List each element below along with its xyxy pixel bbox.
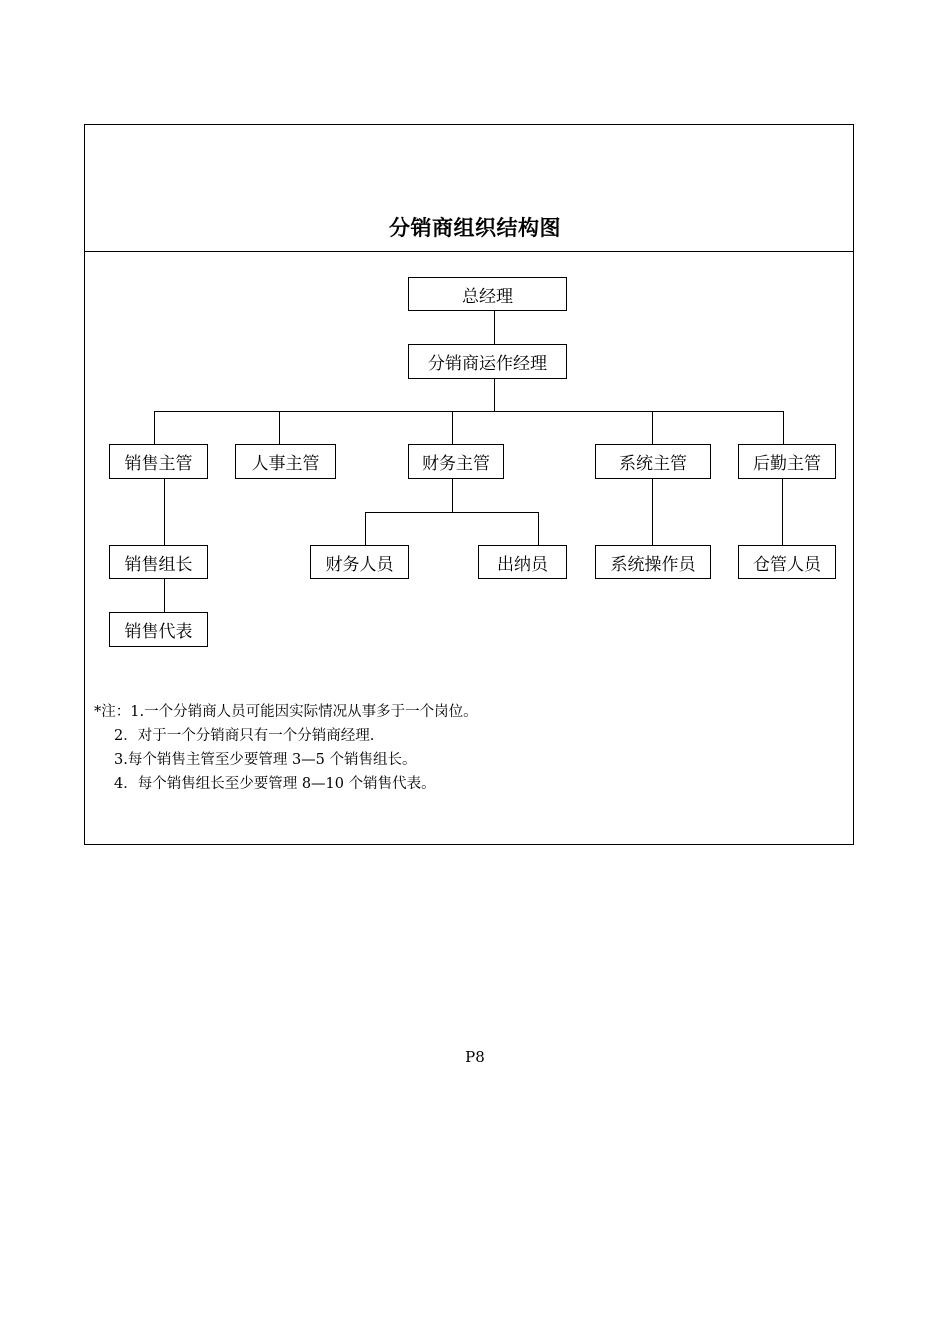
node-sales-team-leader: 销售组长 (109, 545, 208, 579)
page-number: P8 (465, 1048, 485, 1066)
node-system-operator: 系统操作员 (595, 545, 711, 579)
node-sales-supervisor: 销售主管 (109, 444, 208, 479)
node-warehouse-staff: 仓管人员 (738, 545, 836, 579)
notes-section (94, 700, 834, 796)
note-line: 4．每个销售组长至少要管理 8—10 个销售代表。 (114, 776, 436, 792)
node-logistics-supervisor: 后勤主管 (738, 444, 836, 479)
node-finance-supervisor: 财务主管 (408, 444, 504, 479)
node-sales-representative: 销售代表 (109, 612, 208, 647)
node-cashier: 出纳员 (478, 545, 567, 579)
node-general-manager: 总经理 (408, 277, 567, 311)
note-line: 3.每个销售主管至少要管理 3—5 个销售组长。 (114, 752, 417, 768)
note-line: *注：1.一个分销商人员可能因实际情况从事多于一个岗位。 (94, 704, 478, 720)
note-line: 2．对于一个分销商只有一个分销商经理. (114, 728, 375, 744)
node-hr-supervisor: 人事主管 (235, 444, 336, 479)
title-divider (84, 251, 854, 252)
node-operations-manager: 分销商运作经理 (408, 344, 567, 379)
node-system-supervisor: 系统主管 (595, 444, 711, 479)
node-finance-staff: 财务人员 (310, 545, 409, 579)
page-title: 分销商组织结构图 (389, 215, 561, 240)
